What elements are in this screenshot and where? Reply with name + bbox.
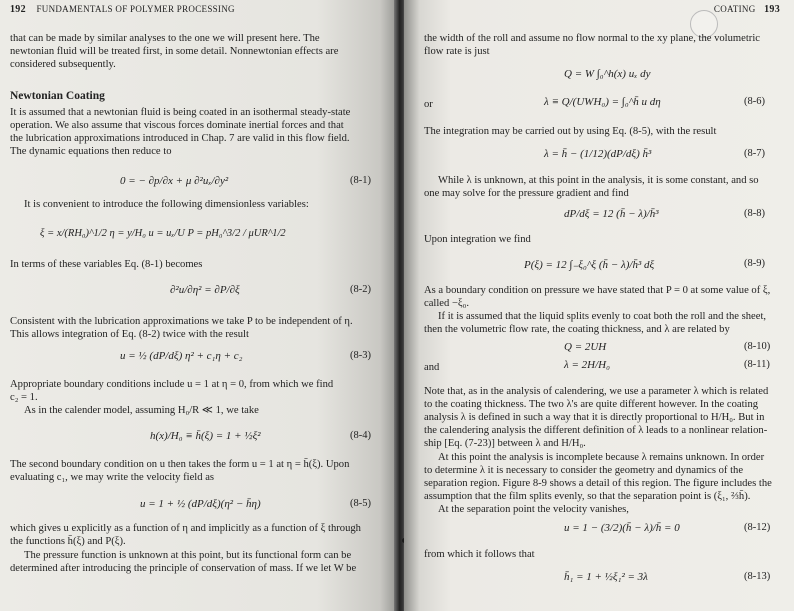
left-para1-line-1: It is assumed that a newtonian fluid is being coated in an isothermal steady-state [10,107,351,118]
equation-8-8-number: (8-8) [744,208,765,219]
equation-8-9-number: (8-9) [744,258,765,269]
equation-8-3-number: (8-3) [350,350,371,361]
right-para7-line-5: ship [Eq. (7-23)] between λ and H/H₀. [424,438,586,449]
left-para7-line-1: The second boundary condition on u then takes the form u = 1 at η = h̄(ξ). Upon [10,459,350,470]
right-page [404,0,794,611]
right-running-header [714,4,780,15]
equation-8-12: u = 1 − (3/2)(h̄ − λ)/h̄ = 0 [564,522,680,534]
left-para9-line-2: determined after introducing the principle of conservation of mass. If we let W be [10,563,357,574]
equation-8-2: ∂²u/∂η² = ∂P/∂ξ [170,284,240,296]
left-para5-line-1: Appropriate boundary conditions include u = 1 at η = 0, from which we find [10,379,334,390]
equation-8-11-number: (8-11) [744,359,770,370]
left-para3: In terms of these variables Eq. (8-1) becomes [10,259,203,270]
left-para1-line-3: the lubrication approximations introduced in Chap. 7 are valid in this flow field. [10,133,350,144]
right-para4: Upon integration we find [424,234,531,245]
right-para1-line-1: the width of the roll and assume no flow normal to the xy plane, the volumetric [424,33,760,44]
equation-8-5: u = 1 + ½ (dP/dξ)(η² − h̄η) [140,498,261,510]
equation-8-13: h̄₁ = 1 + ½ξ₁² = 3λ [564,571,648,583]
equation-8-2-number: (8-2) [350,284,371,295]
equation-8-7: λ = h̄ − (1/12)(dP/dξ) h̄³ [544,148,652,160]
equation-8-10-number: (8-10) [744,341,771,352]
right-para1-line-2: flow rate is just [424,46,490,57]
left-intro-line-2: newtonian fluid will be treated first, in some detail. Nonnewtonian effects are [10,46,339,57]
left-para8-line-2: the functions h̄(ξ) and P(ξ). [10,536,126,547]
equation-8-13-number: (8-13) [744,571,771,582]
equation-Q: Q = W ∫₀^h(x) uₓ dy [564,68,651,80]
equation-8-3: u = ½ (dP/dξ) η² + c₁η + c₂ [120,350,243,362]
left-para6: As in the calender model, assuming H₀/R ≪ 1, we take [24,405,259,416]
left-intro-line-1: that can be made by similar analyses to the one we will present here. The [10,33,320,44]
left-para8-line-1: which gives u explicitly as a function of η and implicitly as a function of ξ through [10,523,361,534]
right-para7-line-2: to the coating thickness. The two λ's are quite different however. In the coating [424,399,759,410]
right-para3-line-1: While λ is unknown, at this point in the analysis, it is some constant, and so [438,175,759,186]
right-para9: from which it follows that [424,549,535,560]
right-para5-line-1: As a boundary condition on pressure we have stated that P = 0 at some value of ξ, [424,285,771,296]
equation-8-4-number: (8-4) [350,430,371,441]
left-para4-line-1: Consistent with the lubrication approximations we take P to be independent of η. [10,316,353,327]
right-para5-line-2: called −ξ₀. [424,298,469,309]
equation-8-4: h(x)/H₀ ≡ h̄(ξ) = 1 + ½ξ² [150,430,261,442]
right-para8-line-5: At the separation point the velocity vanishes, [438,504,629,515]
right-para3-line-2: one may solve for the pressure gradient and find [424,188,629,199]
left-para1-line-2: operation. We also assume that viscous forces dominate inertial forces and that [10,120,344,131]
right-para8-line-3: separation region. Figure 8-9 shows a detail of this region. The figure includes the [424,478,772,489]
equation-8-12-number: (8-12) [744,522,771,533]
left-para1-line-4: The dynamic equations then reduce to [10,146,172,157]
left-page-number: 192 [10,4,26,15]
equation-8-6-number: (8-6) [744,96,765,107]
equation-8-1: 0 = − ∂p/∂x + μ ∂²uₓ/∂y² [120,175,229,187]
equation-8-6: λ ≡ Q/(UWH₀) = ∫₀^h̄ u dη [544,96,661,108]
or-label: or [424,99,433,110]
dimensionless-variables: ξ = x/(RH₀)^1/2 η = y/H₀ u = uₓ/U P = pH₀^3/2 / μUR^1/2 [40,228,286,239]
equation-8-9: P(ξ) = 12 ∫₋ξ₀^ξ (h̄ − λ)/h̄³ dξ [524,259,655,271]
right-para7-line-3: analysis λ is defined in such a way that it is directly proportional to H/H₀. But in [424,412,765,423]
right-running-head: COATING [713,4,756,14]
left-para2: It is convenient to introduce the following dimensionless variables: [24,199,309,210]
left-para9-line-1: The pressure function is unknown at this point, but its functional form can be [24,550,352,561]
equation-8-7-number: (8-7) [744,148,765,159]
section-title: Newtonian Coating [10,90,105,102]
right-para8-line-2: to determine λ it is necessary to consider the geometry and dynamics of the [424,465,744,476]
left-page [0,0,396,611]
equation-8-5-number: (8-5) [350,498,371,509]
equation-8-8: dP/dξ = 12 (h̄ − λ)/h̄³ [564,208,659,220]
right-para6-line-2: then the volumetric flow rate, the coating thickness, and λ are related by [424,324,730,335]
equation-8-11: λ = 2H/H₀ [564,359,610,371]
right-para8-line-1: At this point the analysis is incomplete because λ remains unknown. In order [438,452,765,463]
left-running-header [10,4,235,15]
right-para8-line-4: assumption that the film splits evenly, so that the separation point is (ξ₁, ⅔h̄). [424,491,751,502]
right-para2: The integration may be carried out by using Eq. (8-5), with the result [424,126,717,137]
right-para7-line-4: the calendering analysis the different definition of λ leads to a nonlinear relation- [424,425,768,436]
right-para7-line-1: Note that, as in the analysis of calendering, we use a parameter λ which is related [424,386,769,397]
left-para7-line-2: evaluating c₁, we may write the velocity field as [10,472,215,483]
left-para5-line-2: c₂ = 1. [10,392,38,403]
right-page-number: 193 [764,4,780,15]
and-label: and [424,362,440,373]
left-intro-line-3: considered subsequently. [10,59,116,70]
equation-8-1-number: (8-1) [350,175,371,186]
left-running-head: FUNDAMENTALS OF POLYMER PROCESSING [36,4,235,14]
left-para4-line-2: This allows integration of Eq. (8-2) twice with the result [10,329,249,340]
equation-8-10: Q = 2UH [564,341,607,353]
right-para6-line-1: If it is assumed that the liquid splits evenly to coat both the roll and the sheet, [438,311,767,322]
